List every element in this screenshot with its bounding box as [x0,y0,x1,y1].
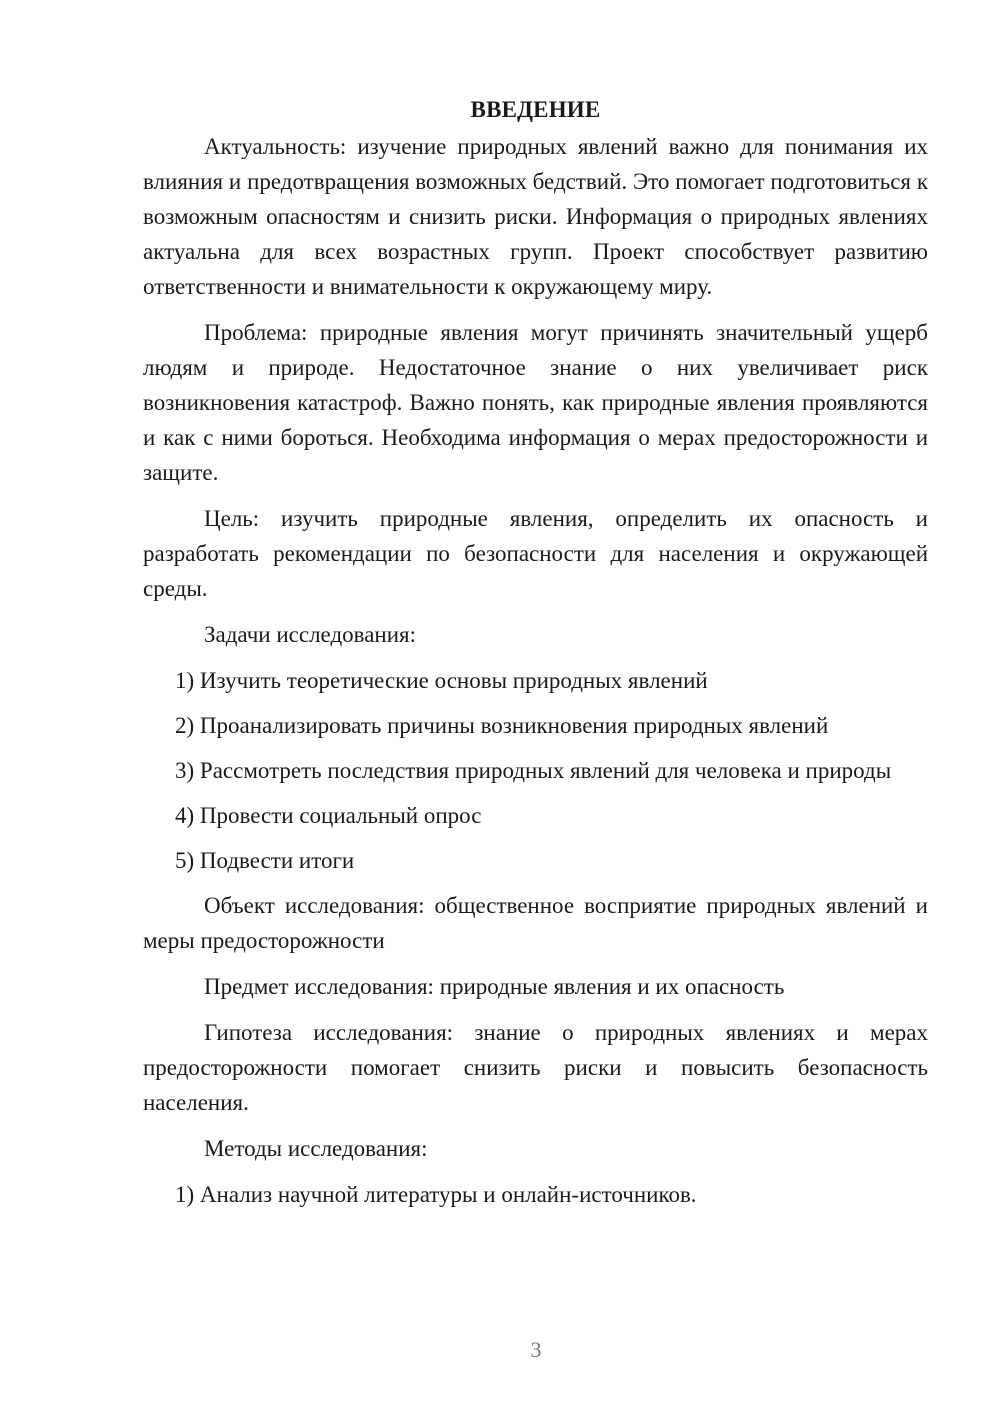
task-item: 4) Провести социальный опрос [175,803,482,828]
object-paragraph: Объект исследования: общественное восприятие природных явлений и меры предосторожности [143,893,928,953]
task-item: 1) Изучить теоретические основы природных явлений [175,668,708,693]
hypothesis-paragraph: Гипотеза исследования: знание о природных явлениях и мерах предосторожности помогает снизить риски и повысить безопасность населения. [143,1020,928,1115]
task-item: 2) Проанализировать причины возникновения природных явлений [175,713,829,738]
subject-paragraph: Предмет исследования: природные явления и их опасность [204,974,785,999]
goal-paragraph: Цель: изучить природные явления, определить их опасность и разработать рекомендации по безопасности для населения и окружающей среды. [143,506,928,601]
methods-label: Методы исследования: [204,1136,428,1161]
page-number: 3 [530,1337,542,1362]
page-content [143,92,928,1222]
task-item: 3) Рассмотреть последствия природных явлений для человека и природы [175,758,892,783]
method-item: 1) Анализ научной литературы и онлайн-источников. [175,1182,697,1207]
problem-paragraph: Проблема: природные явления могут причинять значительный ущерб людям и природе. Недостаточное знание о них увеличивает риск возникновения катастроф. Важно понять, как природные явления проявляются и как с ними бороться. Необходима информация о мерах предосторожности и защите. [143,320,928,485]
relevance-paragraph: Актуальность: изучение природных явлений важно для понимания их влияния и предотвращения возможных бедствий. Это помогает подготовиться к возможным опасностям и снизить риски. Информация о природных явлениях актуальна для всех возрастных групп. Проект способствует развитию ответственности и внимательности к окружающему миру. [143,134,928,299]
page-title: ВВЕДЕНИЕ [470,97,601,122]
tasks-label: Задачи исследования: [204,622,417,647]
task-item: 5) Подвести итоги [175,848,355,873]
